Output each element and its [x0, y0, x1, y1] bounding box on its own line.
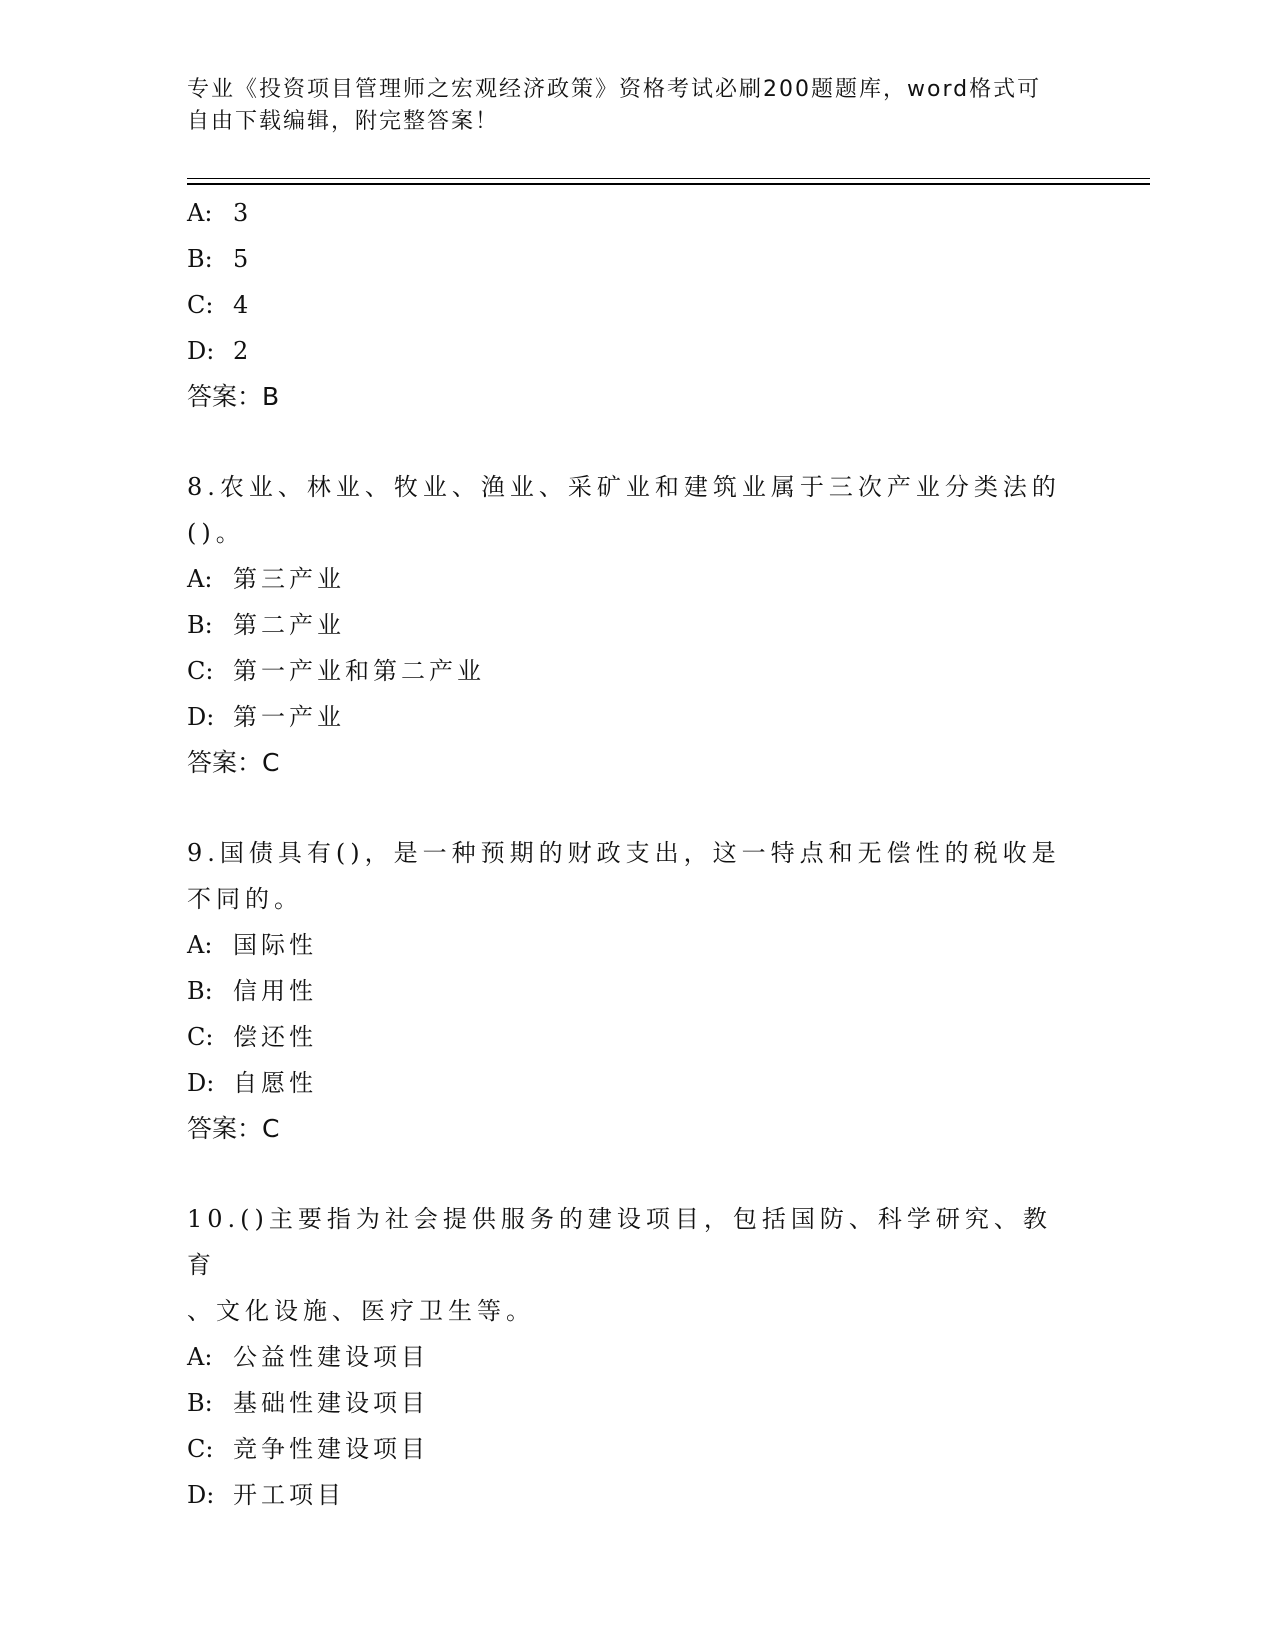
option-c [187, 282, 1087, 328]
option-key: A: [187, 565, 213, 593]
document-header [187, 74, 1067, 138]
question-7 [187, 190, 1087, 420]
option-text: 基础性建设项目 [233, 1389, 429, 1417]
option-key: A: [187, 199, 213, 227]
option-key: B: [187, 245, 213, 273]
header-rule-thin [187, 178, 1150, 179]
answer-line: 答案：C [187, 748, 280, 777]
option-b [187, 1380, 1087, 1426]
option-key: C: [187, 291, 214, 319]
option-a [187, 922, 1087, 968]
option-d [187, 1472, 1087, 1518]
option-key: A: [187, 931, 213, 959]
option-d [187, 1060, 1087, 1106]
question-stem-line-1: 10.()主要指为社会提供服务的建设项目，包括国防、科学研究、教育 [187, 1205, 1052, 1279]
option-d [187, 694, 1087, 740]
option-text: 第三产业 [233, 565, 345, 593]
option-c [187, 648, 1087, 694]
option-a [187, 190, 1087, 236]
option-text: 第一产业和第二产业 [233, 657, 485, 685]
question-9 [187, 830, 1087, 1152]
option-text: 第二产业 [233, 611, 345, 639]
option-b [187, 602, 1087, 648]
option-key: D: [187, 337, 215, 365]
option-a [187, 556, 1087, 602]
question-10 [187, 1196, 1087, 1518]
question-content [187, 190, 1087, 1518]
option-text: 3 [233, 199, 253, 227]
question-stem-line-1: 8.农业、林业、牧业、渔业、采矿业和建筑业属于三次产业分类法的 [187, 473, 1061, 501]
question-8 [187, 464, 1087, 786]
option-text: 信用性 [233, 977, 317, 1005]
option-c [187, 1014, 1087, 1060]
answer-line: 答案：B [187, 382, 280, 411]
option-text: 偿还性 [233, 1023, 317, 1051]
option-text: 第一产业 [233, 703, 345, 731]
question-stem [187, 830, 1067, 922]
option-text: 5 [233, 245, 253, 273]
question-stem [187, 1196, 1067, 1334]
question-stem-line-2: ()。 [187, 519, 245, 547]
option-key: B: [187, 977, 213, 1005]
option-text: 竞争性建设项目 [233, 1435, 429, 1463]
option-key: C: [187, 1023, 214, 1051]
option-key: D: [187, 1481, 215, 1509]
option-text: 公益性建设项目 [233, 1343, 429, 1371]
question-stem [187, 464, 1067, 556]
option-key: A: [187, 1343, 213, 1371]
option-text: 开工项目 [233, 1481, 345, 1509]
option-text: 自愿性 [233, 1069, 317, 1097]
answer-line: 答案：C [187, 1114, 280, 1143]
header-line-1: 专业《投资项目管理师之宏观经济政策》资格考试必刷200题题库，word格式可 [187, 77, 1042, 102]
option-key: C: [187, 657, 214, 685]
option-text: 国际性 [233, 931, 317, 959]
question-stem-line-1: 9.国债具有()，是一种预期的财政支出，这一特点和无偿性的税收是 [187, 839, 1061, 867]
header-rule-thick [187, 183, 1150, 185]
question-stem-line-2: 、文化设施、医疗卫生等。 [187, 1297, 535, 1325]
option-b [187, 968, 1087, 1014]
header-line-2: 自由下载编辑，附完整答案！ [187, 109, 500, 134]
option-text: 2 [233, 337, 253, 365]
option-key: D: [187, 703, 215, 731]
option-text: 4 [233, 291, 253, 319]
option-key: B: [187, 611, 213, 639]
option-key: D: [187, 1069, 215, 1097]
option-b [187, 236, 1087, 282]
question-stem-line-2: 不同的。 [187, 885, 303, 913]
option-c [187, 1426, 1087, 1472]
option-a [187, 1334, 1087, 1380]
option-key: B: [187, 1389, 213, 1417]
option-key: C: [187, 1435, 214, 1463]
option-d [187, 328, 1087, 374]
